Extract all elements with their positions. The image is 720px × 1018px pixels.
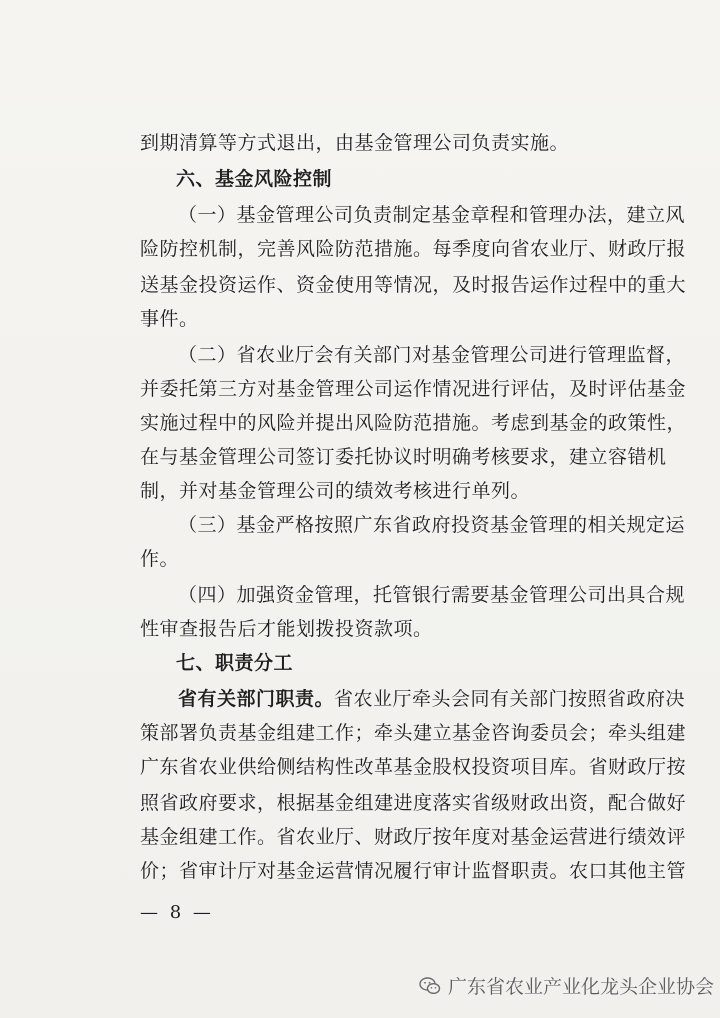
text-line: 制，并对基金管理公司的绩效考核进行单列。	[140, 480, 531, 502]
text-line: （三）基金严格按照广东省政府投资基金管理的相关规定运	[178, 514, 686, 536]
text-line: 性审查报告后才能划拨投资款项。	[140, 618, 433, 640]
text-line: 基金组建工作。省农业厅、财政厅按年度对基金运营进行绩效评	[140, 826, 687, 848]
responsibility-lead: 省有关部门职责。	[178, 688, 335, 710]
watermark-text: 广东省农业产业化龙头企业协会	[448, 976, 715, 998]
section-heading-risk-control: 六、基金风险控制	[176, 168, 333, 190]
text-line: 并委托第三方对基金管理公司运作情况进行评估，及时评估基金	[140, 378, 687, 400]
text-line: 在与基金管理公司签订委托协议时明确考核要求，建立容错机	[140, 446, 667, 468]
text-line: 事件。	[140, 308, 199, 330]
text-line: 险防控机制，完善风险防范措施。每季度向省农业厅、财政厅报	[140, 238, 687, 260]
text-line: 广东省农业供给侧结构性改革基金股权投资项目库。省财政厅按	[140, 756, 687, 778]
page-number: — 8 —	[140, 902, 214, 923]
text-line: 作。	[140, 548, 180, 570]
text-line: 价；省审计厅对基金运营情况履行审计监督职责。农口其他主管	[140, 860, 687, 882]
text-line: 照省政府要求，根据基金组建进度落实省级财政出资，配合做好	[140, 792, 687, 814]
watermark	[418, 972, 714, 999]
text-line	[178, 686, 685, 712]
wechat-icon	[418, 974, 442, 998]
text-line: （四）加强资金管理，托管银行需要基金管理公司出具合规	[178, 584, 686, 606]
text-line: 送基金投资运作、资金使用等情况，及时报告运作过程中的重大	[140, 274, 687, 296]
text-line: （一）基金管理公司负责制定基金章程和管理办法，建立风	[178, 204, 686, 226]
text-line: 到期清算等方式退出，由基金管理公司负责实施。	[140, 132, 570, 154]
text-line-rest: 省农业厅牵头会同有关部门按照省政府决	[334, 688, 686, 710]
text-line: （二）省农业厅会有关部门对基金管理公司进行管理监督，	[178, 344, 686, 366]
text-line: 策部署负责基金组建工作；牵头建立基金咨询委员会；牵头组建	[140, 722, 687, 744]
section-heading-responsibilities: 七、职责分工	[176, 652, 294, 674]
text-line: 实施过程中的风险并提出风险防范措施。考虑到基金的政策性，	[140, 412, 687, 434]
